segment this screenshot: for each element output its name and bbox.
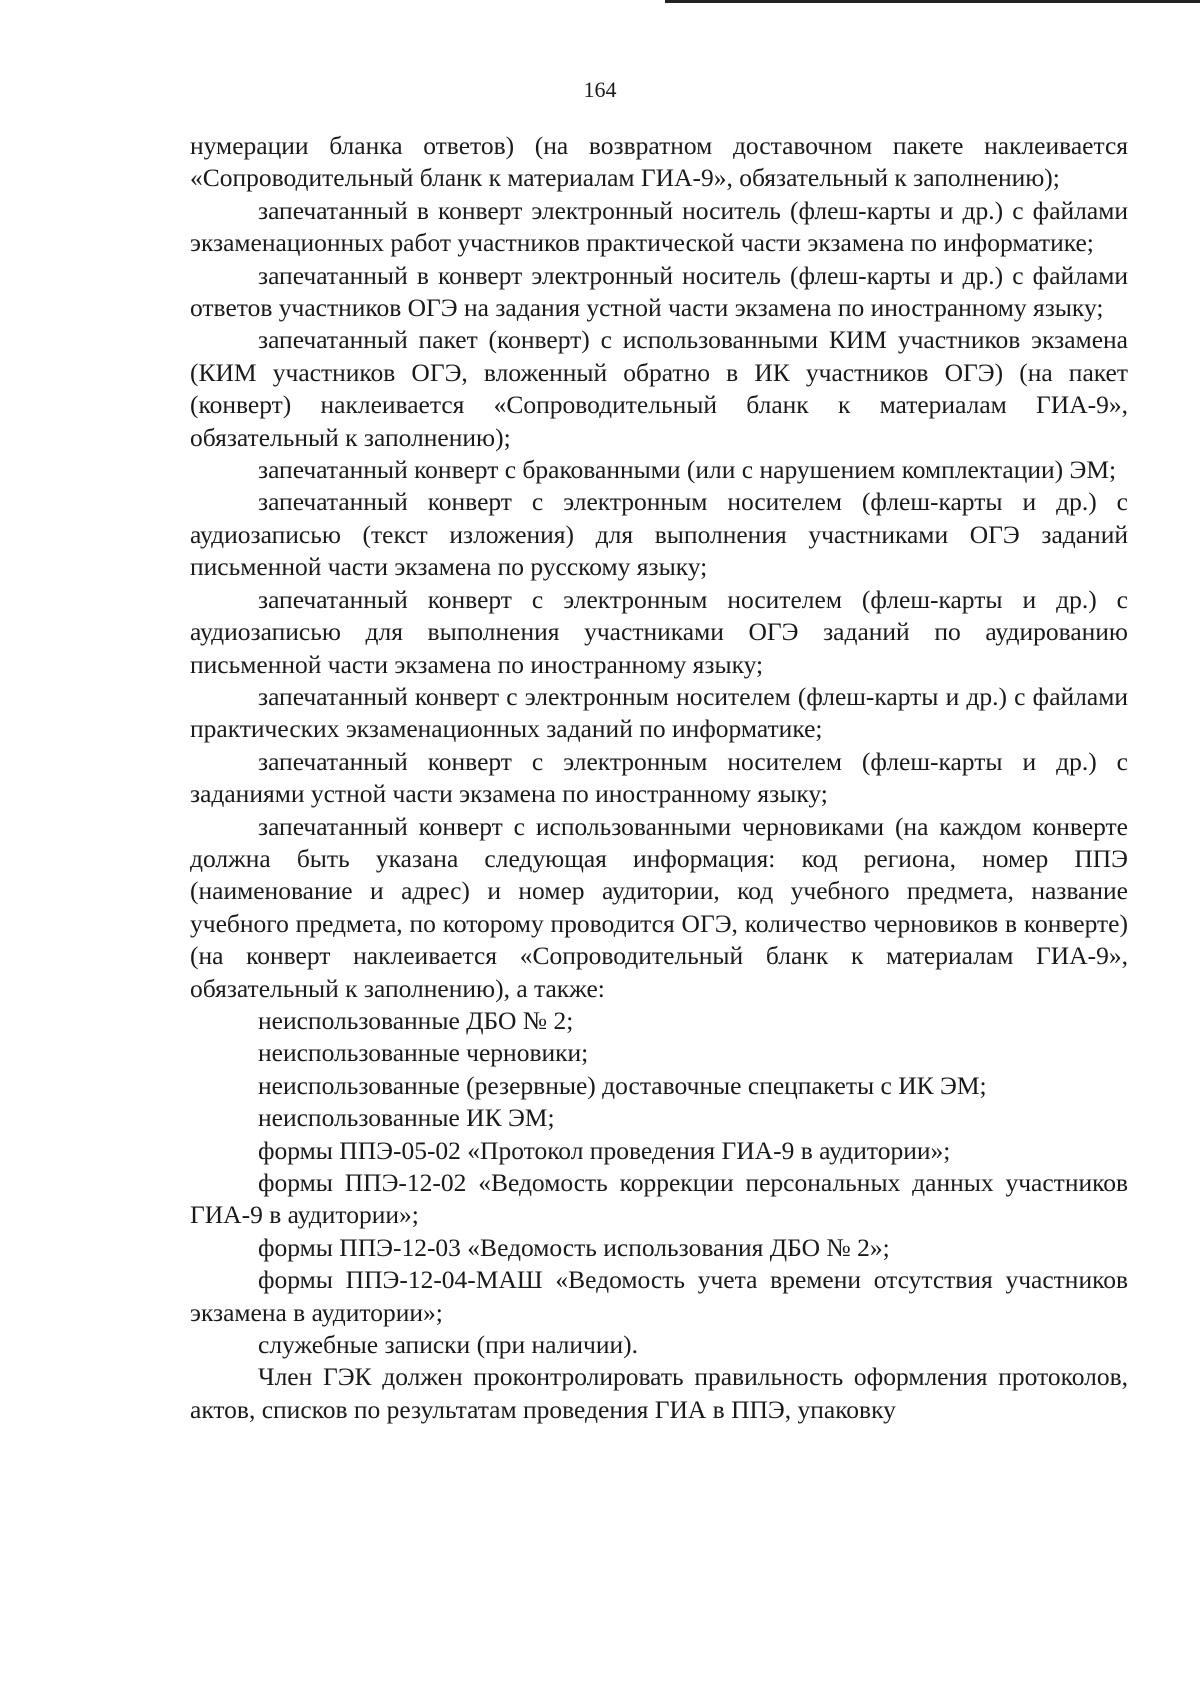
paragraph-continuation: нумерации бланка ответов) (на возвратном доставочном пакете наклеивается «Сопроводительный бланк к материалам ГИА-9», обязательный к заполнению); bbox=[190, 131, 1128, 193]
list-item: запечатанный пакет (конверт) с использованными КИМ участников экзамена (КИМ участников ОГЭ, вложенный обратно в ИК участников ОГЭ) (на пакет (конверт) наклеивается «Сопроводительный бланк к материалам ГИА-9», обязательный к заполнению); bbox=[190, 325, 1128, 452]
top-border-line bbox=[665, 0, 1200, 3]
list-item: запечатанный конверт с электронным носителем (флеш-карты и др.) с аудиозаписью (текст изложения) для выполнения участниками ОГЭ заданий письменной части экзамена по русскому языку; bbox=[190, 487, 1128, 582]
list-item: запечатанный конверт с электронным носителем (флеш-карты и др.) с файлами практических экзаменационных заданий по информатике; bbox=[190, 681, 1128, 744]
list-item: запечатанный в конверт электронный носитель (флеш-карты и др.) с файлами ответов участников ОГЭ на задания устной части экзамена по иностранному языку; bbox=[190, 260, 1128, 323]
document-body bbox=[190, 130, 1128, 1426]
list-item: неиспользованные черновики; bbox=[258, 1038, 589, 1068]
list-item: служебные записки (при наличии). bbox=[258, 1330, 639, 1360]
list-item: формы ППЭ-05-02 «Протокол проведения ГИА-9 в аудитории»; bbox=[258, 1135, 951, 1165]
list-item: формы ППЭ-12-04-МАШ «Ведомость учета времени отсутствия участников экзамена в аудитории»; bbox=[190, 1265, 1128, 1327]
paragraph: Член ГЭК должен проконтролировать правильность оформления протоколов, актов, списков по результатам проведения ГИА в ППЭ, упаковку bbox=[190, 1362, 1128, 1424]
list-item: формы ППЭ-12-02 «Ведомость коррекции персональных данных участников ГИА-9 в аудитории»; bbox=[190, 1168, 1128, 1230]
list-item: запечатанный конверт с бракованными (или с нарушением комплектации) ЭМ; bbox=[258, 455, 1117, 485]
list-item: неиспользованные (резервные) доставочные спецпакеты с ИК ЭМ; bbox=[258, 1070, 987, 1100]
list-item: неиспользованные ДБО № 2; bbox=[258, 1005, 574, 1035]
list-item: запечатанный в конверт электронный носитель (флеш-карты и др.) с файлами экзаменационных работ участников практической части экзамена по информатике; bbox=[190, 195, 1128, 258]
list-item: запечатанный конверт с электронным носителем (флеш-карты и др.) с аудиозаписью для выполнения участниками ОГЭ заданий по аудированию письменной части экзамена по иностранному языку; bbox=[190, 584, 1128, 679]
list-item: неиспользованные ИК ЭМ; bbox=[258, 1103, 555, 1133]
list-item: формы ППЭ-12-03 «Ведомость использования ДБО № 2»; bbox=[258, 1232, 890, 1262]
list-item: запечатанный конверт с использованными черновиками (на каждом конверте должна быть указана следующая информация: код региона, номер ППЭ (наименование и адрес) и номер аудитории, код учебного предмета, название учебного предмета, по которому проводится ОГЭ, количество черновиков в конверте) (на конверт наклеивается «Сопроводительный бланк к материалам ГИА-9», обязательный к заполнению), а также: bbox=[190, 811, 1128, 1003]
page-number: 164 bbox=[583, 77, 617, 102]
list-item: запечатанный конверт с электронным носителем (флеш-карты и др.) с заданиями устной части экзамена по иностранному языку; bbox=[190, 746, 1128, 809]
